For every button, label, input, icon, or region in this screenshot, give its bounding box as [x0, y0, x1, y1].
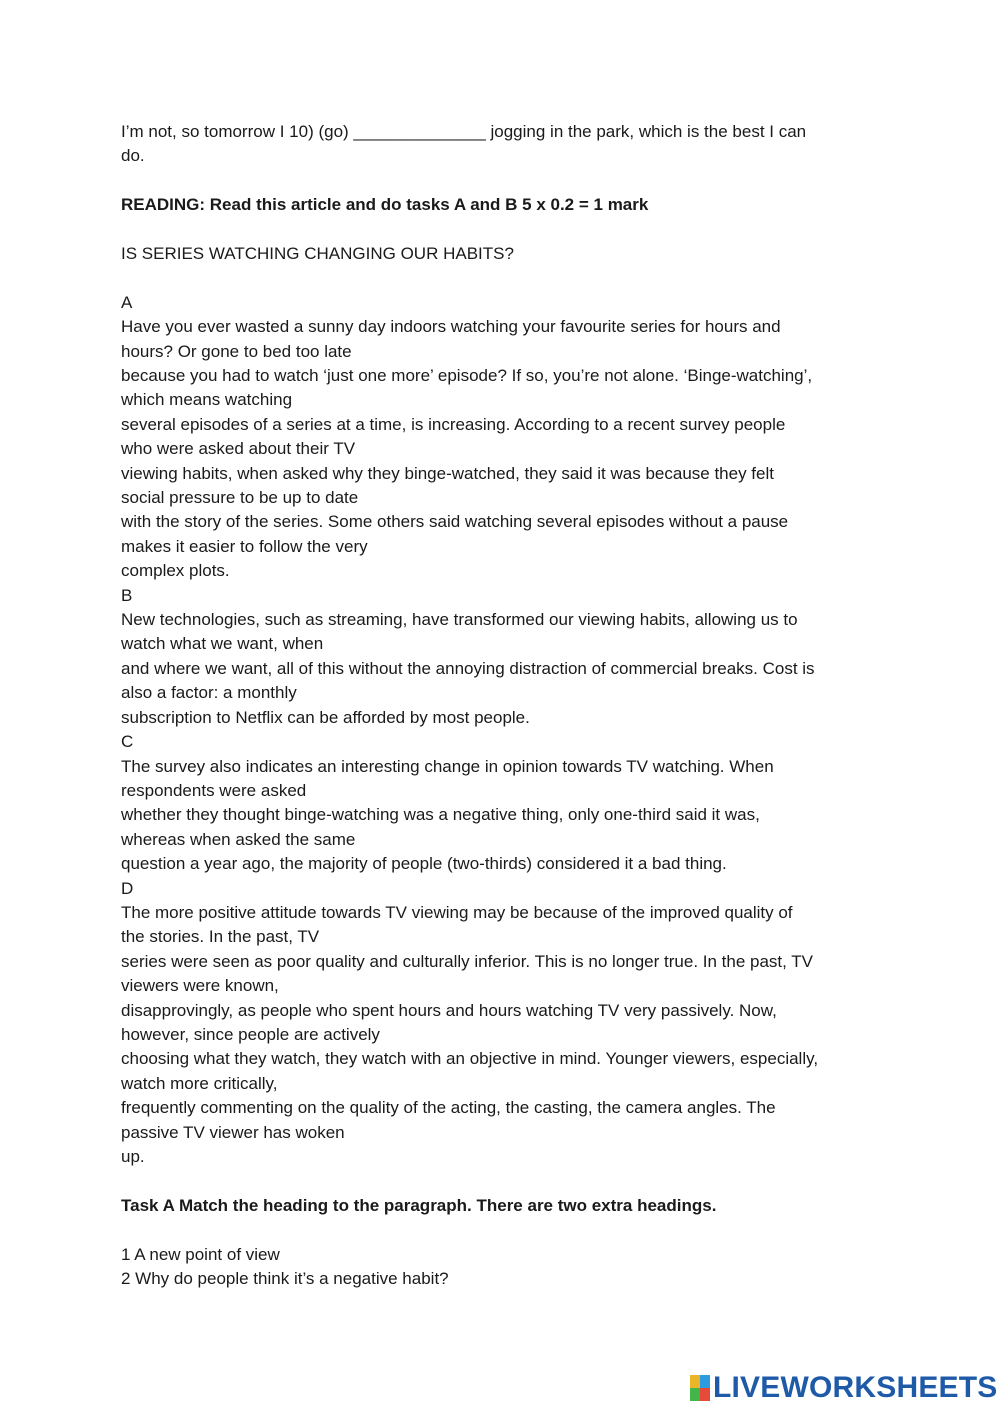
text-line: makes it easier to follow the very	[121, 536, 368, 556]
text-line: New technologies, such as streaming, have transformed our viewing habits, allowing us to	[121, 610, 798, 630]
text-line: complex plots.	[121, 561, 230, 581]
blank-line	[121, 266, 881, 290]
text-line: up.	[121, 1147, 145, 1167]
text-line: social pressure to be up to date	[121, 488, 359, 508]
text-line: which means watching	[121, 390, 293, 410]
text-line: the stories. In the past, TV	[121, 927, 320, 947]
text-line: who were asked about their TV	[121, 439, 356, 459]
text-line: with the story of the series. Some others said watching several episodes without a pause	[121, 512, 789, 532]
section-heading: READING: Read this article and do tasks A and B 5 x 0.2 = 1 mark	[121, 195, 649, 215]
text-line: do.	[121, 146, 145, 166]
text-line: D	[121, 878, 134, 898]
text-line: I’m not, so tomorrow I 10) (go) ______________ jogging in the park, which is the best I can	[121, 122, 807, 141]
text-line: respondents were asked	[121, 780, 307, 800]
text-line: disapprovingly, as people who spent hours and hours watching TV very passively. Now,	[121, 1000, 777, 1020]
text-line: 1 A new point of view	[121, 1244, 280, 1264]
logo-square-3	[690, 1388, 700, 1401]
text-line: IS SERIES WATCHING CHANGING OUR HABITS?	[121, 244, 514, 263]
text-line: 2 Why do people think it’s a negative habit?	[121, 1269, 449, 1289]
logo-square-2	[700, 1375, 710, 1388]
liveworksheets-logo	[690, 1372, 998, 1404]
text-line: watch what we want, when	[121, 634, 324, 654]
blank-line	[121, 169, 881, 193]
text-line: choosing what they watch, they watch with an objective in mind. Younger viewers, especially,	[121, 1049, 819, 1069]
blank-line	[121, 1218, 881, 1242]
text-line: B	[121, 585, 133, 605]
text-line: because you had to watch ‘just one more’ episode? If so, you’re not alone. ‘Binge-watching’,	[121, 366, 813, 386]
logo-square-4	[700, 1388, 710, 1401]
text-line: several episodes of a series at a time, is increasing. According to a recent survey people	[121, 414, 786, 434]
text-line: C	[121, 732, 134, 752]
blank-line	[121, 218, 881, 242]
text-line: watch more critically,	[121, 1073, 278, 1093]
document-body	[121, 120, 881, 1291]
blank-line	[121, 1169, 881, 1193]
text-line: The survey also indicates an interesting change in opinion towards TV watching. When	[121, 756, 774, 776]
text-line: subscription to Netflix can be afforded by most people.	[121, 707, 530, 727]
text-line: also a factor: a monthly	[121, 683, 297, 703]
text-line: hours? Or gone to bed too late	[121, 341, 352, 361]
text-line: A	[121, 292, 133, 312]
section-heading: Task A Match the heading to the paragraph. There are two extra headings.	[121, 1195, 717, 1215]
text-line: whether they thought binge-watching was a negative thing, only one-third said it was,	[121, 805, 760, 825]
liveworksheets-logo-icon	[690, 1375, 710, 1401]
logo-square-1	[690, 1375, 700, 1388]
text-line: whereas when asked the same	[121, 829, 356, 849]
text-line: question a year ago, the majority of people (two-thirds) considered it a bad thing.	[121, 854, 727, 874]
text-line: frequently commenting on the quality of the acting, the casting, the camera angles. The	[121, 1098, 776, 1118]
text-line: however, since people are actively	[121, 1024, 380, 1044]
text-line: The more positive attitude towards TV viewing may be because of the improved quality of	[121, 902, 793, 922]
liveworksheets-brand-text: LIVEWORKSHEETS	[713, 1371, 998, 1404]
text-line: and where we want, all of this without the annoying distraction of commercial breaks. Cost is	[121, 658, 815, 678]
text-line: Have you ever wasted a sunny day indoors watching your favourite series for hours and	[121, 317, 781, 337]
text-line: passive TV viewer has woken	[121, 1122, 345, 1142]
text-line: series were seen as poor quality and culturally inferior. This is no longer true. In the past, TV	[121, 951, 814, 971]
text-line: viewing habits, when asked why they binge-watched, they said it was because they felt	[121, 463, 774, 483]
text-line: viewers were known,	[121, 976, 279, 996]
